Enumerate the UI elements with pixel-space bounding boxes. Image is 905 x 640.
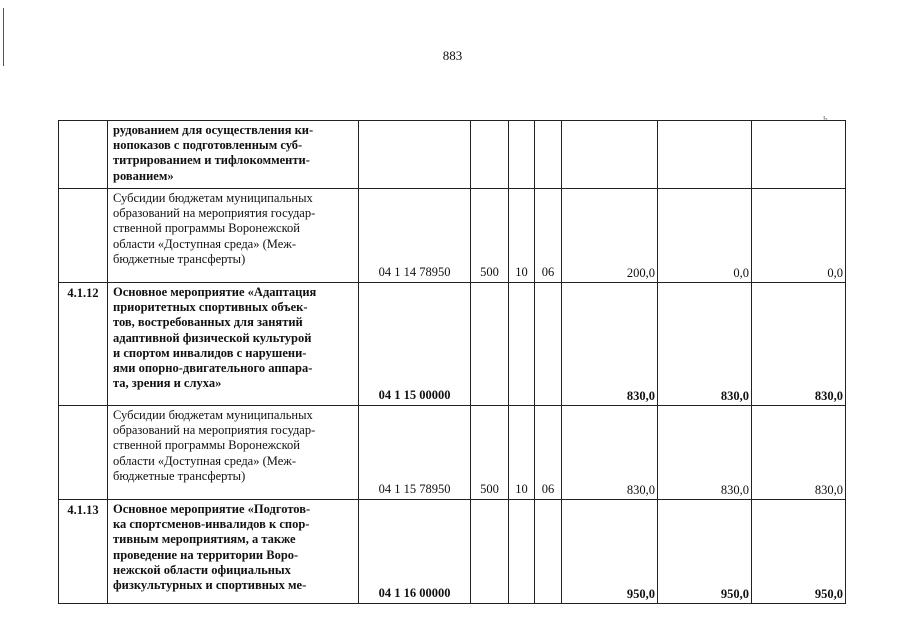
table-row	[59, 406, 846, 500]
name-line: области «Доступная среда» (Меж-	[113, 453, 297, 468]
name-line: Основное мероприятие «Адаптация	[113, 285, 317, 299]
row-name-cell	[108, 189, 359, 283]
name-line: рованием»	[113, 168, 174, 183]
name-line: бюджетные трансферты)	[113, 251, 246, 266]
target-article-code: 04 1 15 78950	[359, 406, 471, 500]
target-article-code: 04 1 15 00000	[359, 283, 471, 406]
subsection-code: 06	[535, 406, 562, 500]
subsection-code: 06	[535, 189, 562, 283]
amount-year-3: 0,0	[752, 189, 846, 283]
target-article-code: 04 1 16 00000	[359, 500, 471, 604]
name-line: адаптивной физической культурой	[113, 330, 312, 345]
table-row	[59, 500, 846, 604]
subsection-code	[535, 121, 562, 189]
section-code	[509, 283, 535, 406]
name-line: ственной программы Воронежской	[113, 221, 300, 236]
table-row	[59, 189, 846, 283]
row-name-cell	[108, 283, 359, 406]
expense-group-code: 500	[471, 189, 509, 283]
amount-year-3: 950,0	[752, 500, 846, 604]
subsection-code	[535, 283, 562, 406]
name-line: титрированием и тифлокомменти-	[113, 153, 310, 168]
name-line: Субсидии бюджетам муниципальных	[113, 408, 313, 422]
name-line: проведение на территории Воро-	[113, 547, 299, 562]
amount-year-1	[562, 121, 658, 189]
amount-year-2: 950,0	[658, 500, 752, 604]
name-line: ственной программы Воронежской	[113, 438, 300, 453]
page-number: 883	[442, 48, 463, 63]
row-name-cell	[108, 406, 359, 500]
row-number-cell	[59, 406, 108, 500]
expense-group-code	[471, 121, 509, 189]
name-line: образований на мероприятия государ-	[113, 423, 316, 438]
expense-group-code	[471, 500, 509, 604]
expense-group-code	[471, 283, 509, 406]
name-line: Основное мероприятие «Подготов-	[113, 502, 311, 516]
row-number-cell: 4.1.13	[59, 500, 108, 604]
name-line: ями опорно-двигательного аппара-	[113, 361, 313, 376]
name-line: приоритетных спортивных объек-	[113, 300, 308, 315]
amount-year-3	[752, 121, 846, 189]
amount-year-2: 830,0	[658, 283, 752, 406]
section-code: 10	[509, 406, 535, 500]
row-number-cell: 4.1.12	[59, 283, 108, 406]
amount-year-2	[658, 121, 752, 189]
target-article-code: 04 1 14 78950	[359, 189, 471, 283]
table-body	[59, 121, 846, 604]
expense-group-code: 500	[471, 406, 509, 500]
subsection-code	[535, 500, 562, 604]
name-line: тов, востребованных для занятий	[113, 315, 303, 330]
corner-mark: ь	[823, 113, 828, 124]
name-line: рудованием для осуществления ки-	[113, 123, 314, 137]
amount-year-1: 950,0	[562, 500, 658, 604]
amount-year-1: 830,0	[562, 406, 658, 500]
name-line: физкультурных и спортивных ме-	[113, 578, 307, 593]
row-number-cell	[59, 189, 108, 283]
section-code	[509, 121, 535, 189]
amount-year-3: 830,0	[752, 283, 846, 406]
section-code	[509, 500, 535, 604]
table-row	[59, 121, 846, 189]
amount-year-2: 830,0	[658, 406, 752, 500]
amount-year-3: 830,0	[752, 406, 846, 500]
name-line: образований на мероприятия государ-	[113, 206, 316, 221]
row-number-cell	[59, 121, 108, 189]
section-code: 10	[509, 189, 535, 283]
name-line: и спортом инвалидов с нарушени-	[113, 345, 307, 360]
name-line: тивным мероприятиям, а также	[113, 532, 296, 547]
name-line: Субсидии бюджетам муниципальных	[113, 191, 313, 205]
table-row	[59, 283, 846, 406]
name-line: нежской области официальных	[113, 562, 291, 577]
name-line: ка спортсменов-инвалидов к спор-	[113, 517, 310, 532]
name-line: бюджетные трансферты)	[113, 468, 246, 483]
name-line: та, зрения и слуха»	[113, 376, 222, 391]
amount-year-2: 0,0	[658, 189, 752, 283]
amount-year-1: 830,0	[562, 283, 658, 406]
name-line: области «Доступная среда» (Меж-	[113, 236, 297, 251]
name-line: нопоказов с подготовленным суб-	[113, 138, 303, 153]
row-name-cell	[108, 500, 359, 604]
row-name-cell	[108, 121, 359, 189]
budget-table	[58, 120, 846, 604]
target-article-code	[359, 121, 471, 189]
amount-year-1: 200,0	[562, 189, 658, 283]
